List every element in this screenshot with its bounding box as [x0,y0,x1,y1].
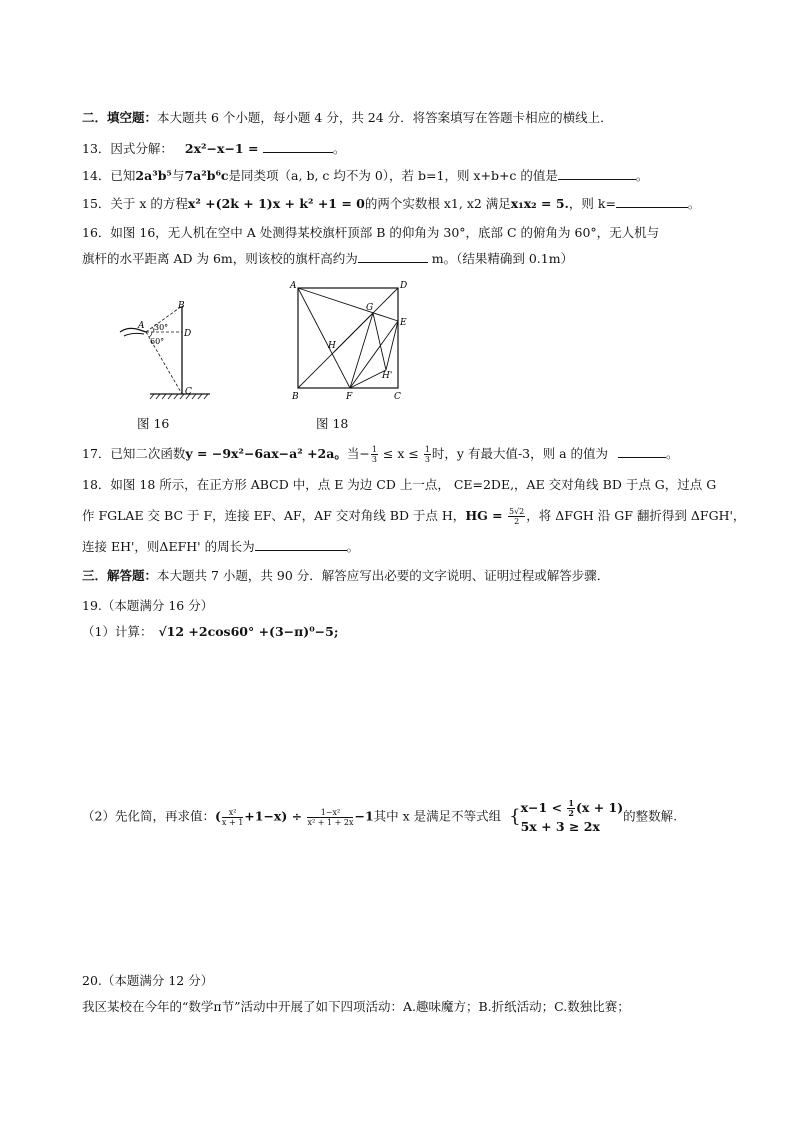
punctuation: 。 [332,141,346,156]
label-G: G [366,303,374,313]
label-D: D [400,281,408,291]
math-expression: HG = [465,508,507,523]
fraction [307,808,353,827]
math-expression: √12 +2cos60° +(3−π)⁰−5; [158,624,339,639]
question-number: 13． [82,141,111,156]
fraction [567,799,575,818]
question-text: 与 [171,168,185,183]
fraction-numerator: 1 [568,798,574,808]
brace-icon: { [509,806,521,827]
question-text: ，将 ΔFGH 沿 GF 翻折得到 ΔFGH'， [526,508,746,523]
punctuation: 。 [687,196,701,211]
question-text: 时，y 有最大值-3，则 a 的值为 [431,446,609,461]
label-E: E [400,318,407,328]
label-C: C [394,392,401,402]
inequality-part: x−1 < [520,800,567,815]
label-A: A [138,321,145,331]
question-text: 已知二次函数 [110,446,186,461]
math-term: 7a²b⁶c [184,168,229,183]
answer-blank[interactable] [618,445,666,458]
fraction-denominator: 3 [424,455,430,464]
inequality-part: (x + 1) [575,800,624,815]
fraction-denominator: 3 [371,455,377,464]
question-19-part-2 [82,799,677,835]
question-text: m。（结果精确到 0.1m） [427,251,574,266]
question-13 [82,140,345,158]
math-term: 2a³b⁵ [135,168,172,183]
angle-60-label: 60° [150,337,165,346]
question-text: ≤ x ≤ [378,446,423,461]
label-C: C [185,387,192,397]
answer-blank[interactable] [263,140,333,153]
question-text: 因式分解： [110,141,173,156]
label-D: D [184,329,192,339]
fraction-numerator: x² [222,808,243,818]
label-H-prime: H' [382,371,393,381]
math-expression: 2x²−x−1 = [184,141,263,156]
question-19-part-1 [82,623,338,641]
math-condition: x₁x₂ = 5. [510,196,569,211]
question-text: 如图 18 所示，在正方形 ABCD 中，点 E 为边 CD 上一点， CE=2DE,，AE 交对角线 BD 于点 G，过点 G [110,477,717,492]
question-text: 已知 [110,168,136,183]
punctuation: 。 [635,168,649,183]
inequality-2: 5x + 3 ≥ 2x [520,819,600,834]
section-3-heading: 三．解答题： [82,568,158,583]
figure-16-caption: 图 16 [137,416,170,431]
question-text: 其中 x 是满足不等式组 [373,808,502,824]
question-text: 是同类项（a, b, c 均不为 0），若 b=1，则 x+b+c 的值是 [228,168,558,183]
fraction-denominator: x² + 1 + 2x [307,817,354,827]
question-15 [82,195,700,213]
math-expression: ( [214,808,221,824]
figure-18-diagram [288,278,416,402]
math-expression: +1−x) ÷ [244,808,307,824]
answer-blank[interactable] [616,195,688,208]
question-text: 如图 16，无人机在空中 A 处测得某校旗杆顶部 B 的仰角为 30°，底部 C 的俯角为 60°，无人机与 [110,225,660,240]
fraction-denominator: 2 [568,808,574,818]
question-text: 作 FGLAE 交 BC 于 F，连接 EF、AF，AF 交对角线 BD 于点 H， [82,508,466,523]
question-18-line-2 [82,507,745,526]
fraction-denominator: x + 1 [221,817,244,827]
fraction [424,445,431,464]
figure-18-caption: 图 18 [316,416,349,431]
label-F: F [346,392,353,402]
question-text: 的两个实数根 x1, x2 满足 [364,196,511,211]
answer-blank[interactable] [255,538,347,551]
punctuation: 。 [666,446,679,461]
angle-30-label: 30° [154,323,169,332]
fraction [222,808,243,827]
question-text: 的整数解. [623,808,678,824]
fraction [371,445,378,464]
label-A: A [290,281,297,291]
section-3-desc: 本大题共 7 小题，共 90 分．解答应写出必要的文字说明、证明过程或解答步骤． [157,568,610,583]
question-number: 18． [82,477,111,492]
part-label: （1）计算： [82,624,153,639]
math-equation: x² +(2k + 1)x + k² +1 = 0 [187,196,365,211]
label-B: B [178,301,185,311]
punctuation: 。 [346,539,360,554]
question-14 [82,167,648,185]
question-20-title: 20.（本题满分 12 分） [82,973,214,988]
question-text: 连接 EH'，则ΔEFH' 的周长为 [82,539,255,554]
label-H: H [328,341,336,351]
section-2-heading-line [82,109,613,127]
fraction-numerator: 1 [424,445,430,454]
inequality-1 [521,799,624,818]
question-16-line-2 [82,250,573,268]
answer-blank[interactable] [358,250,428,263]
question-text: 当− [346,446,370,461]
question-number: 15． [82,196,111,211]
section-2-desc: 本大题共 6 个小题，每小题 4 分，共 24 分．将答案填写在答题卡相应的横线上． [157,110,613,125]
fraction-numerator: 1−x² [307,808,353,818]
question-20-line-1: 我区某校在今年的“数学π节”活动中开展了如下四项活动：A.趣味魔方；B.折纸活动；C.数独比赛； [82,999,630,1014]
question-number: 17． [82,446,111,461]
question-number: 14． [82,168,111,183]
section-2-heading: 二．填空题： [82,110,158,125]
question-17 [82,445,679,464]
math-expression: y = −9x²−6ax−a² +2a。 [185,446,347,461]
figure-16-diagram [110,298,220,400]
label-B: B [292,392,299,402]
math-expression: −1 [354,808,374,824]
fraction-numerator: 1 [371,445,377,454]
fraction-numerator: 5√2 [508,507,525,516]
question-18-line-3 [82,538,359,556]
question-text: 关于 x 的方程 [110,196,188,211]
question-number: 16． [82,225,111,240]
fraction [508,507,525,526]
answer-blank[interactable] [558,167,636,180]
question-19-title: 19.（本题满分 16 分） [82,598,214,613]
question-18-line-1 [82,476,716,494]
part-label: （2）先化简，再求值： [82,808,215,824]
question-text: ，则 k= [568,196,616,211]
fraction-denominator: 2 [514,517,520,526]
question-text: 旗杆的水平距离 AD 为 6m，则该校的旗杆高约为 [82,251,358,266]
section-3-heading-line [82,567,609,585]
question-16-line-1 [82,224,659,242]
inequality-system [521,799,624,835]
